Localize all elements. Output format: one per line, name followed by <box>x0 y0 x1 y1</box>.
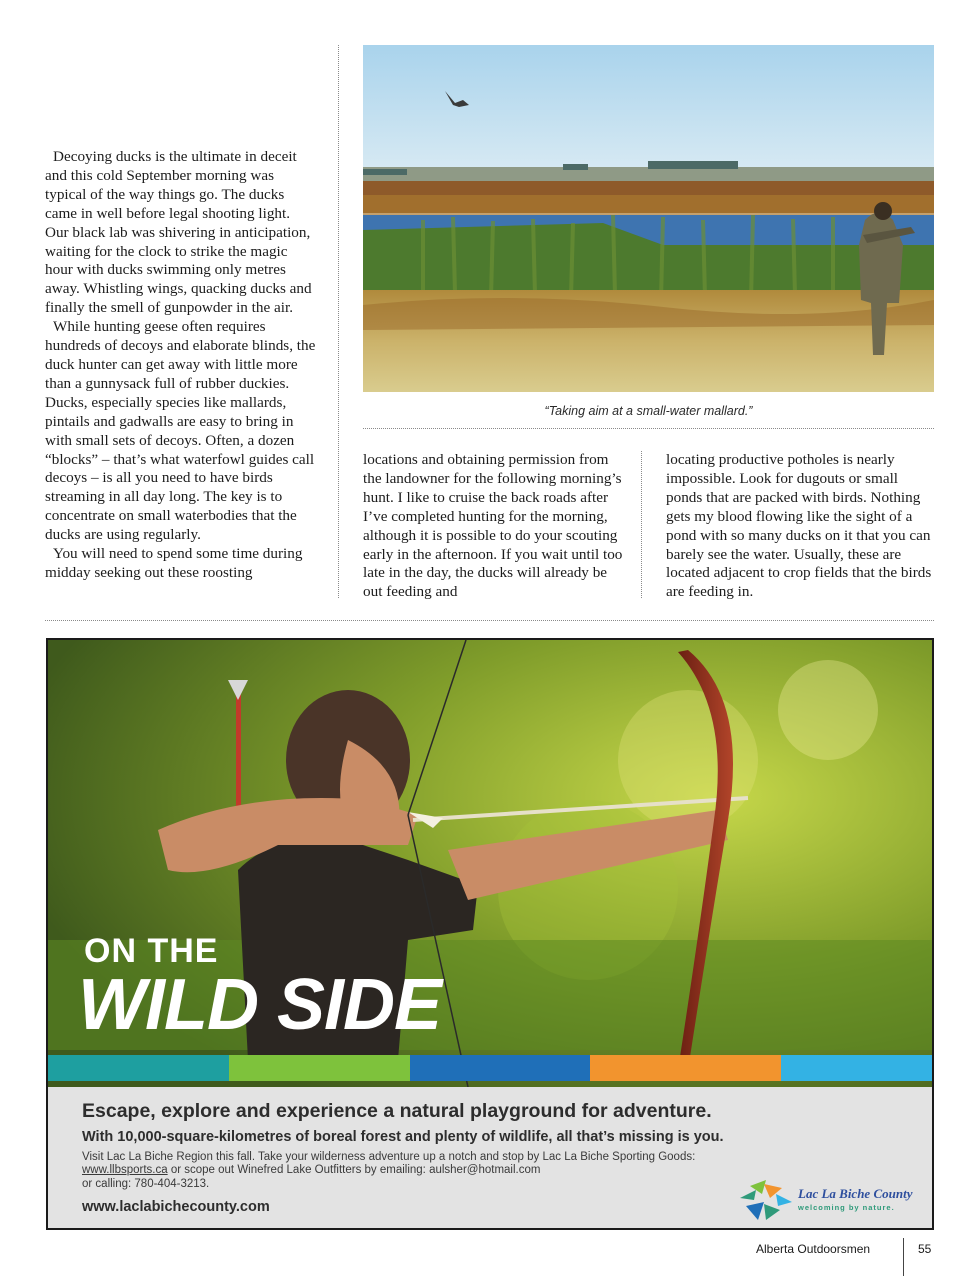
tourism-advertisement <box>46 638 934 1230</box>
ad-title-line1: ON THE <box>84 932 219 970</box>
hunter-marsh-photo <box>363 45 934 392</box>
color-stripe <box>48 1055 932 1081</box>
article-paragraph: locating productive potholes is nearly impossible. Look for dugouts or small ponds that are packed with birds. Nothing gets my blood flowing like the sight of a pond with so many ducks on it that you can barely see the water. Usually, these are located adjacent to crop fields that the birds are feeding in. <box>666 451 932 601</box>
page-number: 55 <box>918 1242 932 1256</box>
ad-subhead: With 10,000-square-kilometres of boreal forest and plenty of wildlife, all that’s missing is you. <box>82 1129 724 1145</box>
article-paragraph: locations and obtaining permission from the landowner for the following morning’s hunt. I like to cruise the back roads after I’ve completed hunting for the morning, although it is possible to do your scouting early in the afternoon. If you wait until too late in the day, the ducks will already be out feeding and <box>363 451 623 601</box>
stripe-segment <box>48 1055 229 1081</box>
sporting-goods-link[interactable]: www.llbsports.ca <box>82 1164 168 1177</box>
logo-tagline: welcoming by nature. <box>798 1203 895 1212</box>
ad-body-line: Visit Lac La Biche Region this fall. Take your wilderness adventure up a notch and stop by Lac La Biche Sporting Goods: <box>82 1151 696 1163</box>
stripe-segment <box>590 1055 781 1081</box>
article-paragraph: While hunting geese often requires hundreds of decoys and elaborate blinds, the duck hunter can get away with little more than a gunnysack full of rubber duckies. Ducks, especially species like mallards, pintails and gadwalls are easy to bring in with small sets of decoys. Often, a dozen “blocks” – that’s what waterfowl guides call decoys – is all you need to have birds streaming in all day long. The key is to concentrate on small waterbodies that the ducks are using regularly. <box>45 318 316 544</box>
article-paragraph: Decoying ducks is the ultimate in deceit and this cold September morning was typical of the way things go. The ducks came in well before legal shooting light. Our black lab was shivering in anticipation, waiting for the clock to strike the magic hour with ducks swimming only metres away. Whistling wings, quacking ducks and finally the smell of gunpowder in the air. <box>45 148 312 317</box>
stripe-segment <box>229 1055 410 1081</box>
photo-caption: “Taking aim at a small-water mallard.” <box>544 404 753 418</box>
caption-divider <box>363 428 934 429</box>
county-logo-icon <box>736 1176 796 1224</box>
ad-body-text: or scope out Winefred Lake Outfitters by emailing: aulsher@hotmail.com <box>167 1164 541 1177</box>
ad-title-line2: WILD SIDE <box>78 965 441 1045</box>
folio-separator <box>903 1238 904 1276</box>
article-column-1 <box>45 148 317 583</box>
stripe-segment <box>410 1055 591 1081</box>
ad-headline: Escape, explore and experience a natural playground for adventure. <box>82 1100 712 1122</box>
column-divider <box>338 45 339 598</box>
article-column-2 <box>363 451 625 602</box>
county-website-link[interactable]: www.laclabichecounty.com <box>82 1199 270 1215</box>
article-column-3 <box>666 451 938 602</box>
stripe-segment <box>781 1055 932 1081</box>
county-logo <box>798 1186 912 1212</box>
ad-body-line: or calling: 780-404-3213. <box>82 1177 210 1190</box>
column-divider <box>641 451 642 598</box>
logo-name: Lac La Biche County <box>798 1186 913 1201</box>
article-paragraph: You will need to spend some time during midday seeking out these roosting <box>45 545 303 581</box>
publication-name: Alberta Outdoorsmen <box>756 1242 871 1256</box>
section-divider <box>45 620 934 621</box>
